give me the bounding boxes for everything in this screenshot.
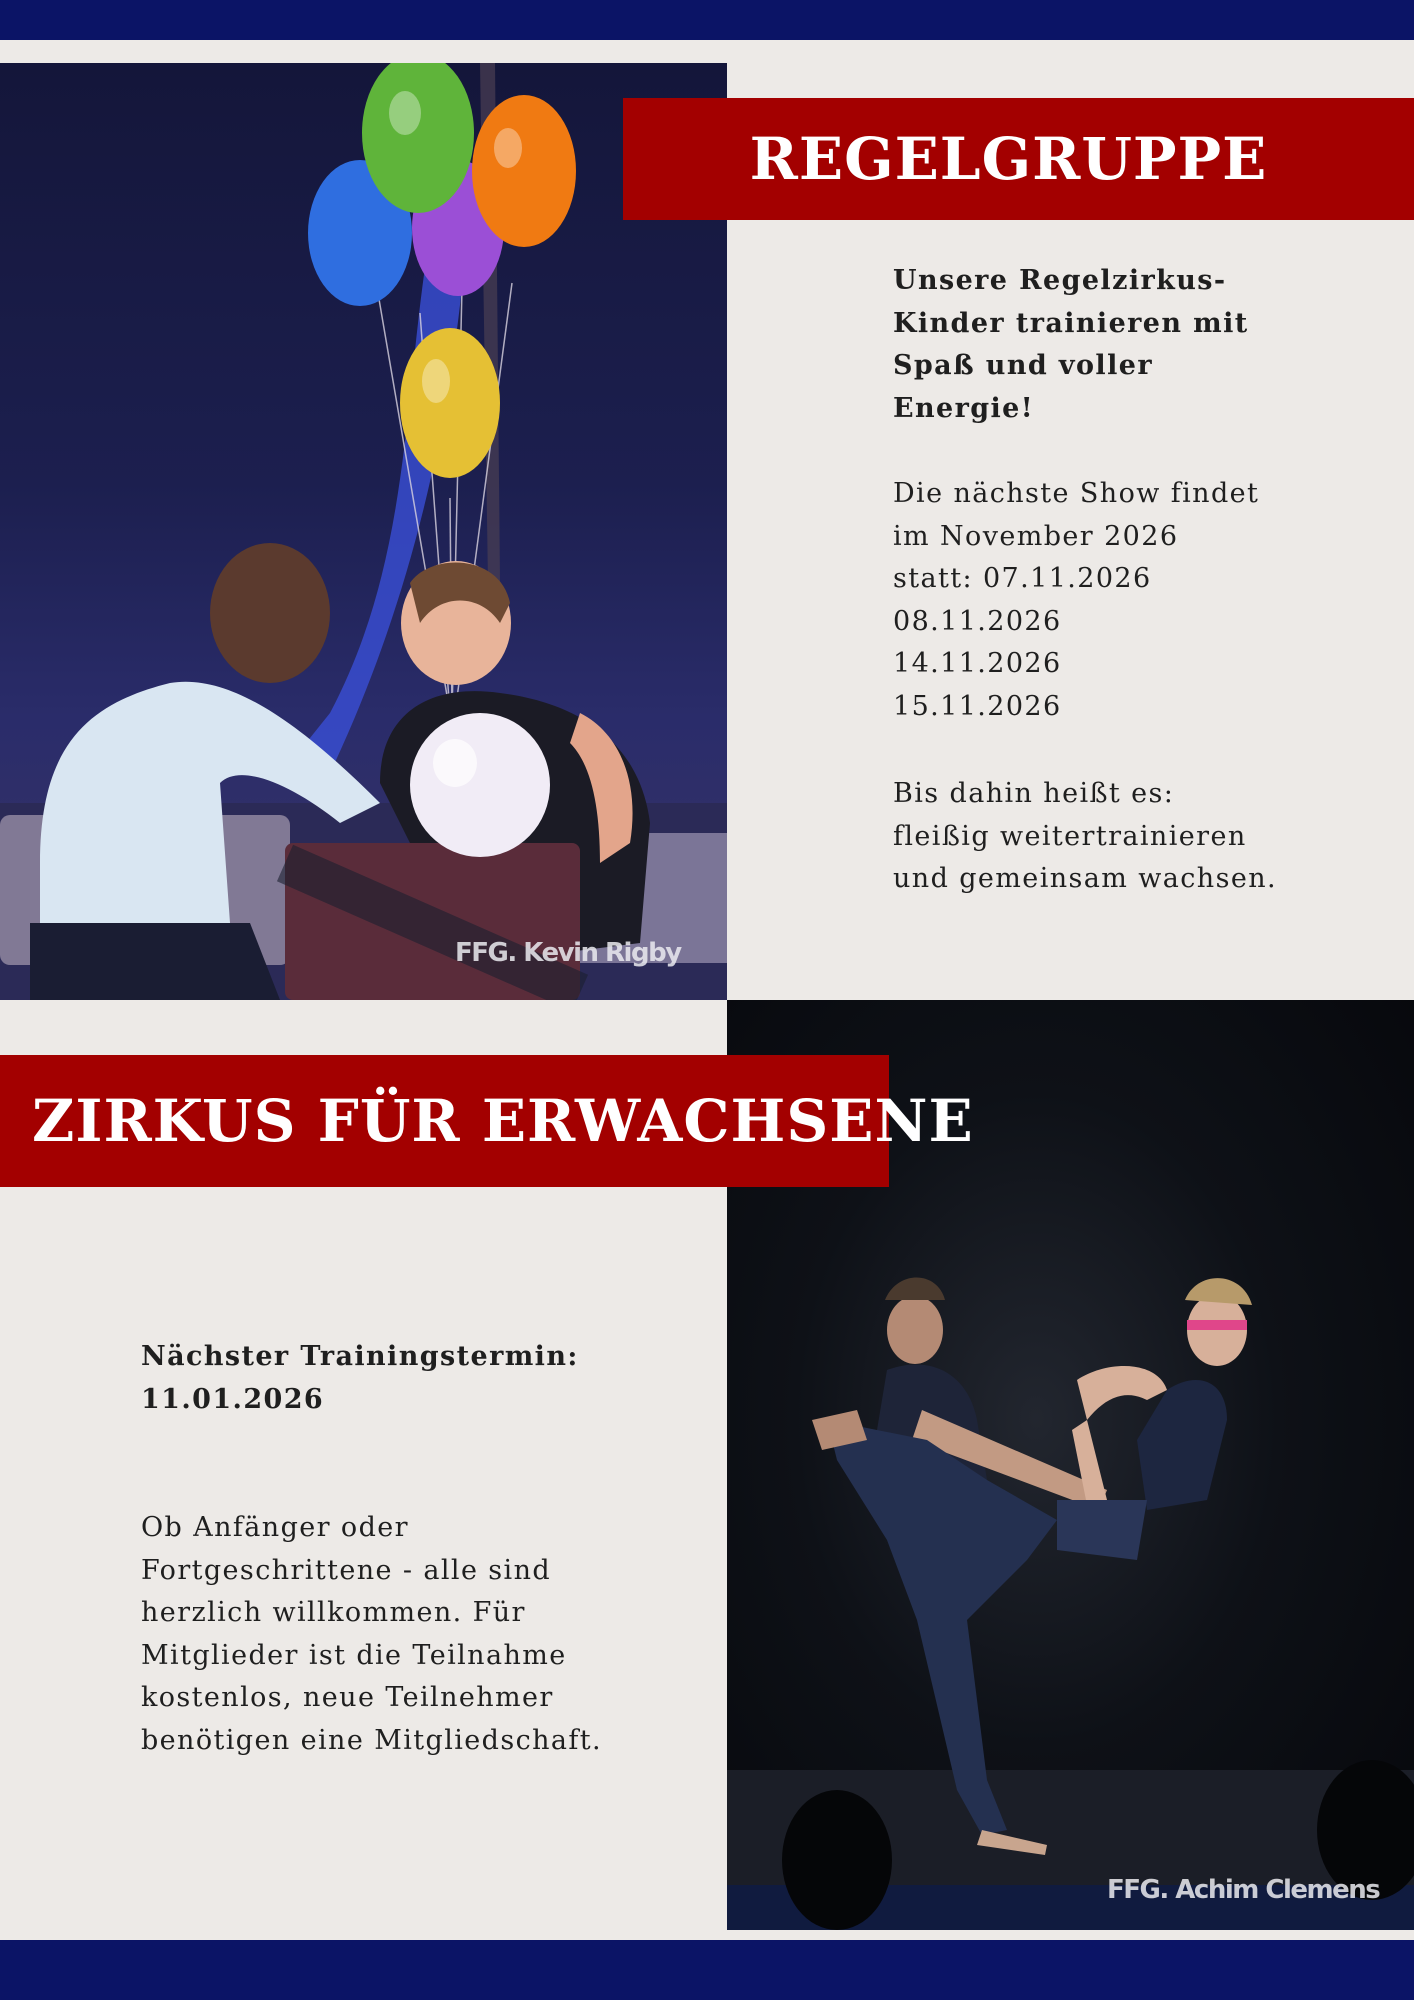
body-line: herzlich willkommen. Für [141, 1597, 526, 1628]
intro-line: Unsere Regelzirkus- [893, 265, 1227, 296]
adult-body-text [141, 1507, 711, 1762]
intro-line: Kinder trainieren mit [893, 307, 1249, 339]
training-date: 11.01.2026 [141, 1383, 325, 1415]
outro-line: Bis dahin heißt es: [893, 778, 1175, 809]
body-line: benötigen eine Mitgliedschaft. [141, 1724, 603, 1756]
outro-line: fleißig weitertrainieren [893, 820, 1247, 852]
photo-balloons [0, 63, 727, 1000]
intro-line: Energie! [893, 392, 1034, 424]
show-date: 15.11.2026 [893, 690, 1062, 722]
body-line: Fortgeschrittene - alle sind [141, 1554, 552, 1586]
top-bar [0, 0, 1414, 40]
photo-credit-1: FFG. Kevin Rigby [455, 938, 681, 968]
body-line: Ob Anfänger oder [141, 1512, 409, 1543]
training-date-text [141, 1336, 701, 1421]
show-line: im November 2026 [893, 520, 1179, 552]
photo-credit-2: FFG. Achim Clemens [1107, 1875, 1380, 1905]
bottom-bar [0, 1940, 1414, 2000]
balloons-illustration [0, 63, 727, 1000]
outro-line: und gemeinsam wachsen. [893, 863, 1277, 894]
show-date: 14.11.2026 [893, 648, 1062, 679]
body-line: Mitglieder ist die Teilnahme [141, 1639, 567, 1671]
section-title-regelgruppe: REGELGRUPPE [623, 98, 1414, 220]
outro-text [893, 773, 1333, 901]
show-line: Die nächste Show findet [893, 478, 1260, 509]
show-dates-text [893, 473, 1333, 728]
training-label: Nächster Trainingstermin: [141, 1341, 579, 1372]
show-line: statt: 07.11.2026 [893, 563, 1152, 594]
section-title-erwachsene: ZIRKUS FÜR ERWACHSENE [0, 1055, 889, 1187]
show-date: 08.11.2026 [893, 605, 1062, 637]
intro-line: Spaß und voller [893, 350, 1153, 381]
intro-text [893, 260, 1333, 430]
body-line: kostenlos, neue Teilnehmer [141, 1682, 554, 1713]
